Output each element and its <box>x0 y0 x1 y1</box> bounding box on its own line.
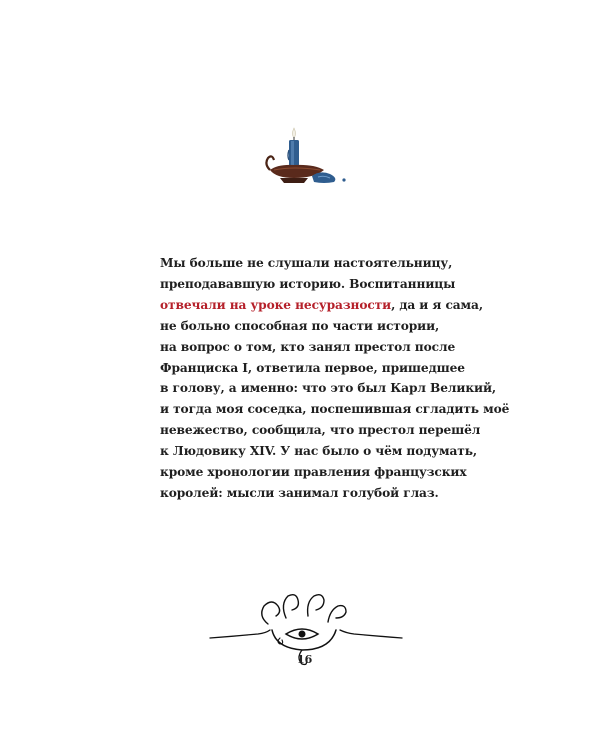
text-line: и тогда моя соседка, поспешившая сгладить моё <box>160 402 510 417</box>
text-line: невежество, сообщила, что престол перешёл <box>160 423 481 438</box>
text-line: в голову, а именно: что это был Карл Великий, <box>160 381 497 396</box>
left-flourish <box>210 630 270 638</box>
finger-curl <box>262 602 280 624</box>
text-line: Мы больше не слушали настоятельницу, <box>160 256 453 270</box>
text-line: преподававшую историю. Воспитанницы <box>160 276 456 291</box>
highlighted-phrase: отвечали на уроке несуразности <box>160 297 392 312</box>
right-flourish <box>340 630 402 638</box>
text-line: Франциска I, ответила первое, пришедшее <box>160 360 465 375</box>
body-text <box>160 253 510 504</box>
text-fragment: , да и я сама, <box>391 297 483 312</box>
text-line <box>160 295 483 316</box>
candle-flame <box>293 128 296 138</box>
text-line: не больно способная по части истории, <box>160 318 440 333</box>
finger-curl <box>283 595 298 618</box>
finger-curl <box>308 595 324 616</box>
eye-pupil <box>299 631 306 638</box>
blue-wax-spill <box>312 172 335 183</box>
text-line: королей: мысли занимал голубой глаз. <box>160 485 439 500</box>
text-line: на вопрос о том, кто занял престол после <box>160 339 456 354</box>
candle-illustration <box>264 120 356 190</box>
finger-curl <box>328 606 346 622</box>
text-line: к Людовику XIV. У нас было о чём подумать, <box>160 444 478 459</box>
text-line: кроме хронологии правления французских <box>160 465 467 480</box>
page-number: 16 <box>297 653 313 666</box>
